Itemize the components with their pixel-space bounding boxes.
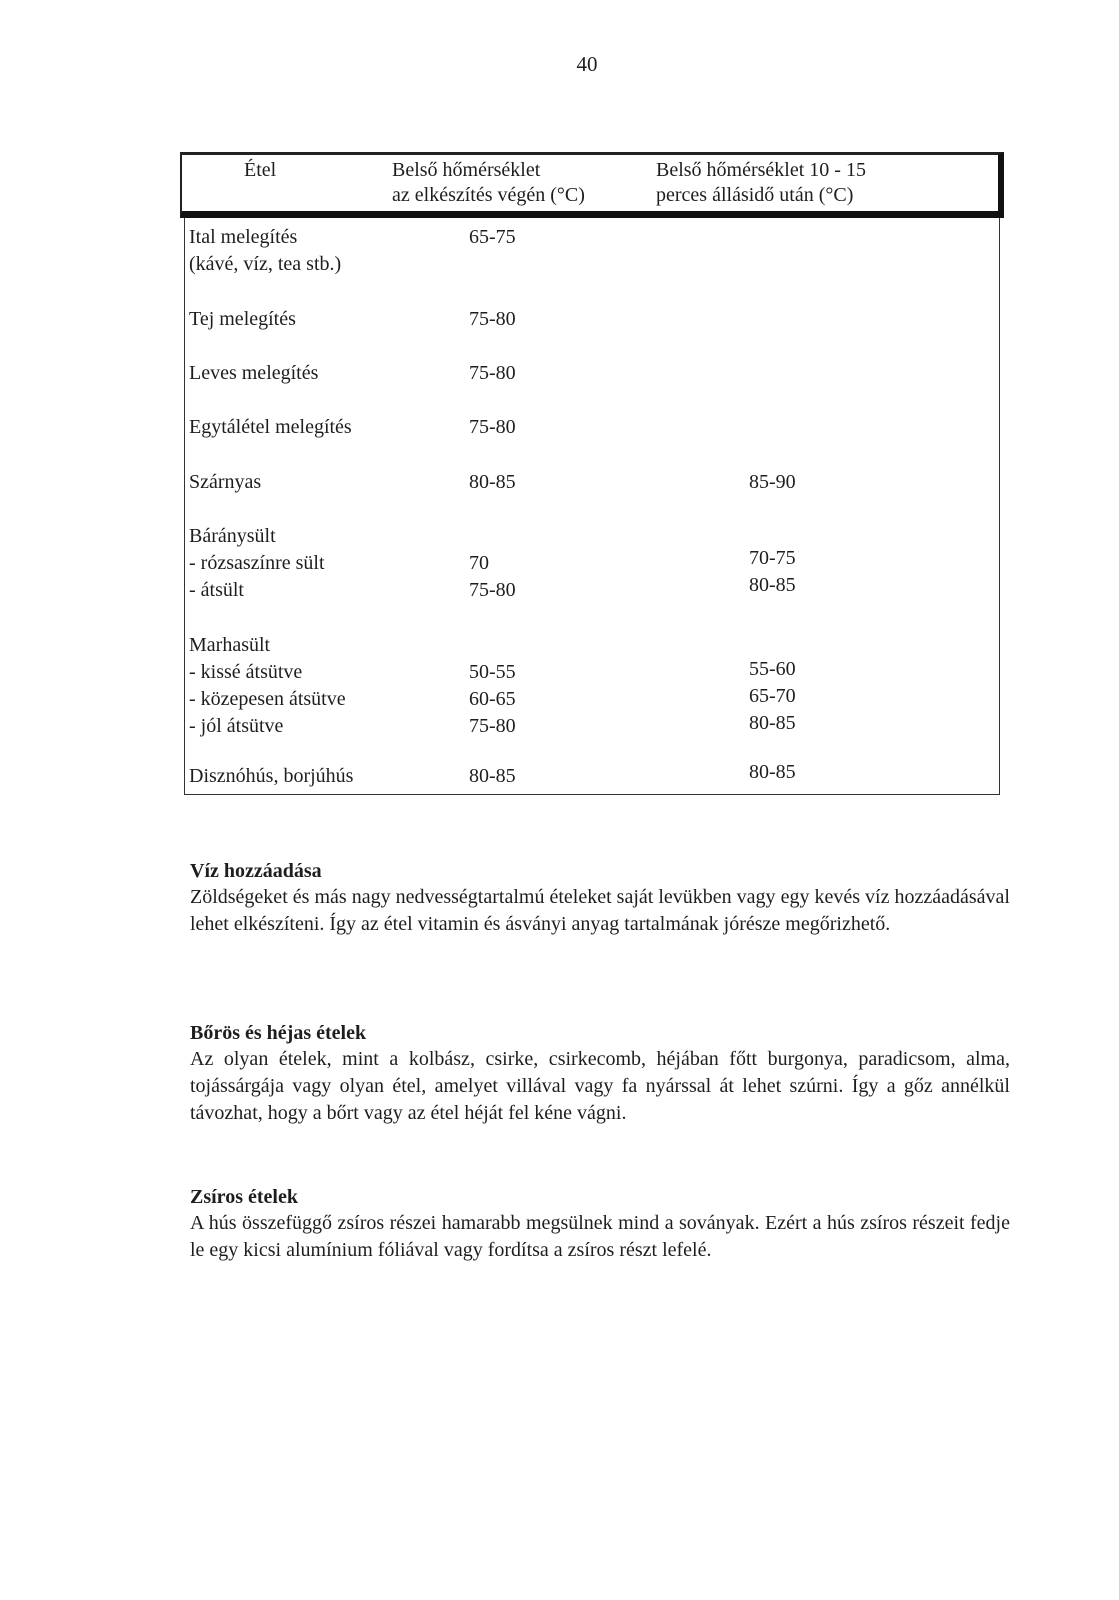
temperature-table: [180, 152, 1002, 799]
end-temp-cell: 75-80: [469, 362, 516, 384]
table-header: [180, 152, 1004, 218]
section-text: A hús összefüggő zsíros részei hamarabb megsülnek mind a soványak. Ezért a hús zsíros részeit fedje le egy kicsi alumínium fóliával vagy fordítsa a zsíros részt lefelé.: [190, 1212, 1010, 1261]
section-text: Az olyan ételek, mint a kolbász, csirke, csirkecomb, héjában főtt burgonya, paradicsom, alma, tojássárgája vagy olyan étel, amelyet villával vagy fa nyárssal át lehet szúrni. Így a gőz annélkül távozhat, hogy a bőrt vagy az étel héját fel kéne vágni.: [190, 1048, 1010, 1124]
rest-temp-cell: 85-90: [749, 471, 796, 493]
section-fatty: [190, 1184, 1010, 1264]
page-number: 40: [576, 52, 598, 76]
food-cell: Tej melegítés: [189, 308, 296, 330]
rest-temp-cell: 55-60 65-70 80-85: [749, 658, 796, 734]
food-cell: Egytálétel melegítés: [189, 416, 352, 438]
end-temp-cell: 70 75-80: [469, 552, 516, 601]
table-body: [184, 218, 1000, 795]
food-cell: Báránysült - rózsaszínre sült - átsült: [189, 525, 325, 601]
section-text: Zöldségeket és más nagy nedvességtartalmú ételeket saját levükben vagy egy kevés víz hozzáadásával lehet elkészíteni. Így az étel vitamin és ásványi anyag tartalmának jórésze megőrizhető.: [190, 886, 1010, 935]
food-cell: Marhasült - kissé átsütve - közepesen átsütve - jól átsütve: [189, 634, 346, 737]
food-cell: Disznóhús, borjúhús: [189, 765, 354, 787]
end-temp-cell: 80-85: [469, 471, 516, 493]
end-temp-cell: 75-80: [469, 416, 516, 438]
header-rest-temp: Belső hőmérséklet 10 - 15 perces állásidő után (°C): [656, 159, 866, 206]
section-skin: [190, 1020, 1010, 1127]
rest-temp-cell: 70-75 80-85: [749, 547, 796, 596]
end-temp-cell: 75-80: [469, 308, 516, 330]
section-title: Víz hozzáadása: [190, 860, 322, 882]
header-food: Étel: [244, 159, 277, 181]
food-cell: Leves melegítés: [189, 362, 319, 384]
rest-temp-cell: 80-85: [749, 761, 796, 783]
food-cell: Szárnyas: [189, 471, 262, 493]
section-title: Zsíros ételek: [190, 1186, 298, 1208]
section-water: [190, 858, 1010, 938]
end-temp-cell: 65-75: [469, 226, 516, 248]
food-cell: Ital melegítés (kávé, víz, tea stb.): [189, 226, 342, 275]
end-temp-cell: 80-85: [469, 765, 516, 787]
header-end-temp: Belső hőmérséklet az elkészítés végén (°C): [392, 159, 585, 206]
end-temp-cell: 50-55 60-65 75-80: [469, 661, 516, 737]
section-title: Bőrös és héjas ételek: [190, 1022, 367, 1044]
